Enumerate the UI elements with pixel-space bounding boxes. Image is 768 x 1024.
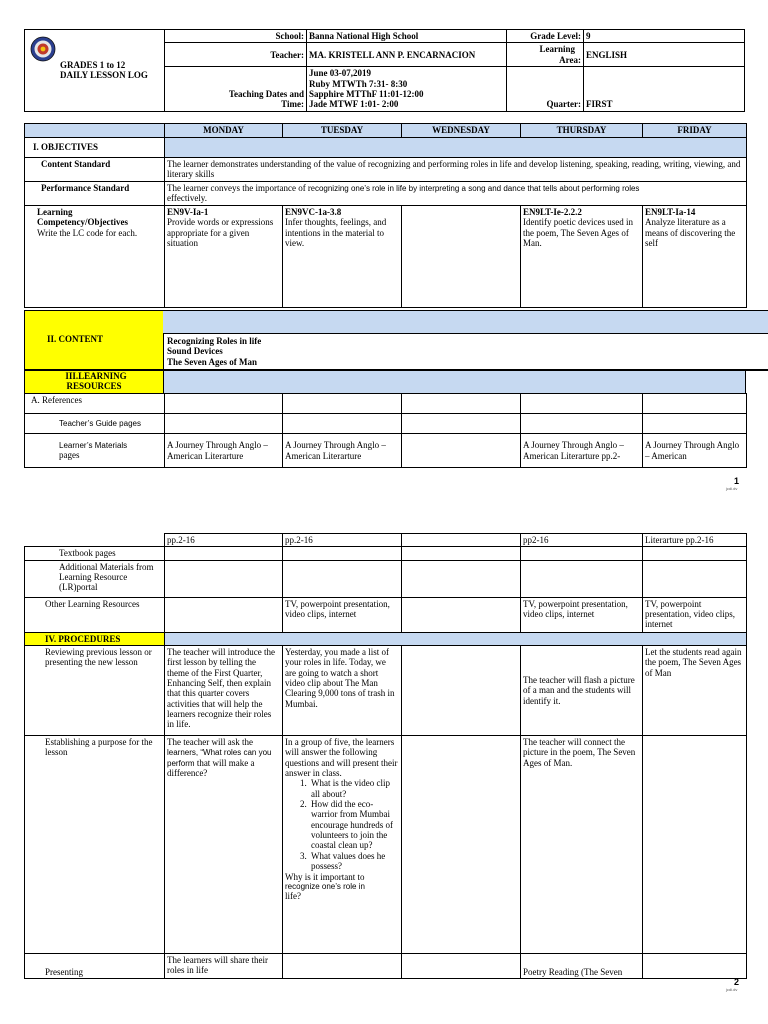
page-footer-mark-2: jcdi.dv	[726, 987, 738, 992]
other-tuesday: TV, powerpoint presentation, video clips, internet	[283, 597, 402, 632]
day-header-wednesday: WEDNESDAY	[402, 124, 521, 138]
header-table	[24, 29, 745, 112]
review-thursday: The teacher will flash a picture of a man and the students will identify it.	[521, 646, 643, 736]
learning-competency-label: Learning Competency/Objectives Write the LC code for each.	[25, 206, 165, 308]
establishing-purpose-label: Establishing a purpose for the lesson	[25, 736, 165, 954]
references-label: A. References	[25, 394, 165, 414]
presenting-monday: The learners will share their roles in life	[165, 954, 283, 979]
reviewing-label: Reviewing previous lesson or presenting the new lesson	[25, 646, 165, 736]
lm-wednesday	[402, 434, 521, 468]
lm-friday: A Journey Through Anglo – American	[643, 434, 747, 468]
pp-tuesday: pp.2-16	[283, 534, 402, 547]
purpose-monday: The teacher will ask the learners, “What roles can you perform that will make a difference?	[165, 736, 283, 954]
quarter-value: FIRST	[584, 67, 745, 111]
resources-heading-cell: III.LEARNING RESOURCES	[24, 370, 164, 394]
lm-monday: A Journey Through Anglo – American Literarture	[165, 434, 283, 468]
content-topics: Recognizing Roles in life Sound Devices The Seven Ages of Man	[167, 336, 262, 367]
day-header-friday: FRIDAY	[643, 124, 747, 138]
school-label: School:	[165, 30, 307, 43]
school-value: Banna National High School	[307, 30, 507, 43]
review-friday: Let the students read again the poem, The Seven Ages of Man	[643, 646, 747, 736]
purpose-thursday: The teacher will connect the picture in the poem, The Seven Ages of Man.	[521, 736, 643, 954]
list-item: 1. What is the video clip all about?	[309, 778, 399, 799]
quarter-label: Quarter:	[507, 67, 584, 111]
lc-monday: EN9V-Ia-1 Provide words or expressions appropriate for a given situation	[165, 206, 283, 308]
learning-area-value: ENGLISH	[584, 43, 745, 67]
list-item: 3. What values does he possess?	[309, 851, 399, 872]
purpose-tuesday: In a group of five, the learners will answer the following questions and will present their answer in class. 1. What is the video clip all about? 2. How did the eco-warrior from Mumbai encourage hundreds of volunteers to join the coastal clean up? 3. What values does he possess? Why is it important to recognize one’s role in life?	[283, 736, 402, 954]
performance-standard-label: Performance Standard	[25, 182, 165, 206]
page-footer-mark-1: jcdi.dv	[726, 486, 738, 491]
references-table	[24, 393, 747, 468]
presenting-label: Presenting	[25, 954, 165, 979]
content-standard-label: Content Standard	[25, 158, 165, 182]
teachers-guide-label: Teacher’s Guide pages	[25, 414, 165, 434]
content-heading: II. CONTENT	[47, 334, 104, 344]
day-header-tuesday: TUESDAY	[283, 124, 402, 138]
content-standard-text: The learner demonstrates understanding of the value of recognizing and performing roles in life and develop listening, speaking, reading, writing, viewing, and literary skills	[165, 158, 747, 182]
page2-table	[24, 533, 747, 979]
lc-thursday: EN9LT-Ie-2.2.2 Identify poetic devices used in the poem, The Seven Ages of Man.	[521, 206, 643, 308]
teaching-dates-value: June 03-07,2019 Ruby MTWTh 7:31- 8:30 Sapphire MTThF 11:01-12:00 Jade MTWF 1:01- 2:00	[307, 67, 507, 111]
teaching-dates-label: Teaching Dates and Time:	[165, 67, 307, 111]
other-friday: TV, powerpoint presentation, video clips, internet	[643, 597, 747, 632]
day-header-thursday: THURSDAY	[521, 124, 643, 138]
content-blue-band	[163, 310, 768, 334]
pp-monday: pp.2-16	[165, 534, 283, 547]
page-number-2: 2	[734, 977, 740, 987]
resources-blue-band	[163, 370, 746, 394]
dll-title: GRADES 1 to 12 DAILY LESSON LOG	[25, 30, 165, 112]
textbook-pages-label: Textbook pages	[25, 547, 165, 560]
lc-wednesday	[402, 206, 521, 308]
additional-materials-label: Additional Materials from Learning Resource (LR)portal	[25, 560, 165, 597]
review-monday: The teacher will introduce the first lesson by telling the theme of the First Quarter, Enhancing Self, then explain that this quarter covers activities that will help the learners recognize their roles in life.	[165, 646, 283, 736]
other-thursday: TV, powerpoint presentation, video clips, internet	[521, 597, 643, 632]
lc-tuesday: EN9VC-1a-3.8 Infer thoughts, feelings, and intentions in the material to view.	[283, 206, 402, 308]
learning-area-label: Learning Area:	[507, 43, 584, 67]
grade-level-value: 9	[584, 30, 745, 43]
other-resources-label: Other Learning Resources	[25, 597, 165, 632]
objectives-heading: I. OBJECTIVES	[25, 138, 165, 158]
lc-friday: EN9LT-Ia-14 Analyze literature as a means of discovering the self	[643, 206, 747, 308]
performance-standard-text: The learner conveys the importance of recognizing one’s role in life by interpreting a song and dance that tells about performing roles effectively.	[165, 182, 747, 206]
purpose-questions-list	[285, 778, 399, 871]
review-tuesday: Yesterday, you made a list of your roles in life. Today, we are going to watch a short video clip about The Man Clearing 9,000 tons of trash in Mumbai.	[283, 646, 402, 736]
objectives-table	[24, 123, 747, 308]
lm-thursday: A Journey Through Anglo – American Literarture pp.2-	[521, 434, 643, 468]
lm-tuesday: A Journey Through Anglo – American Literarture	[283, 434, 402, 468]
pp-thursday: pp2-16	[521, 534, 643, 547]
pp-friday: Literarture pp.2-16	[643, 534, 747, 547]
presenting-thursday: Poetry Reading (The Seven	[521, 954, 643, 979]
teacher-label: Teacher:	[165, 43, 307, 67]
learners-materials-label: Learner’s Materials pages	[25, 434, 165, 468]
list-item: 2. How did the eco-warrior from Mumbai encourage hundreds of volunteers to join the coastal clean up?	[309, 799, 399, 851]
content-heading-cell	[24, 310, 164, 370]
grade-level-label: Grade Level:	[507, 30, 584, 43]
page-number-1: 1	[734, 476, 740, 486]
day-header-monday: MONDAY	[165, 124, 283, 138]
teacher-value: MA. KRISTELL ANN P. ENCARNACION	[307, 43, 507, 67]
procedures-heading: IV. PROCEDURES	[25, 632, 165, 645]
